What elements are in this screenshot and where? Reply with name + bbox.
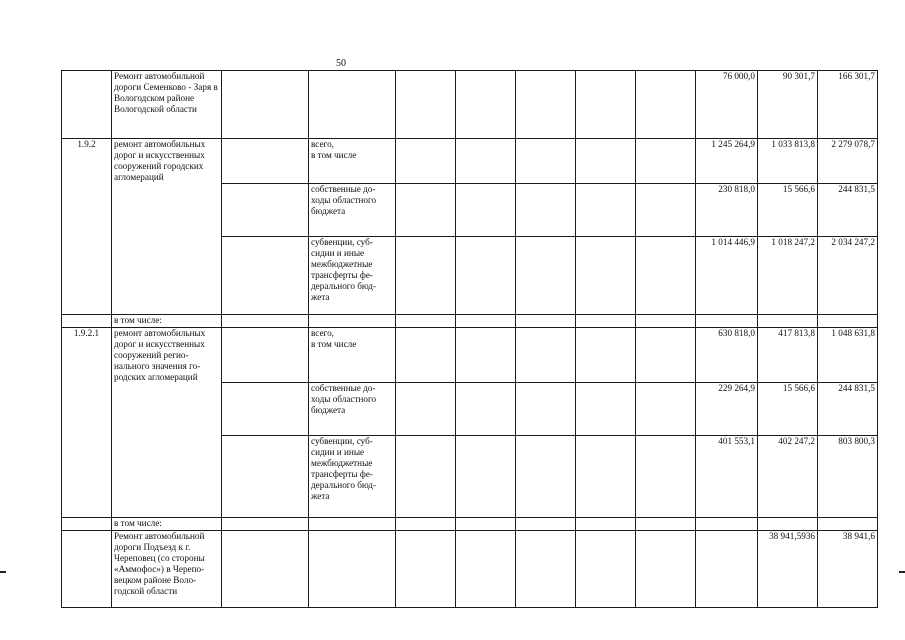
value-total-cell: 2 034 247,2 [818,236,878,314]
table-row-1-9-2-1-sub [62,436,878,518]
table-row-road-cherepovets [62,531,878,608]
value-cell: 1 018 247,2 [758,236,818,314]
value-total-cell: 1 048 631,8 [818,327,878,383]
value-total-cell: 166 301,7 [818,71,878,139]
table-row-1-9-2-1-own [62,383,878,436]
value-total-cell: 2 279 078,7 [818,139,878,184]
value-cell: 229 264,9 [696,383,758,436]
table-row-1-9-2-total [62,139,878,184]
empty-cell [222,139,309,184]
source-cell [309,531,396,608]
table-row-1-9-2-own [62,183,878,236]
table-row-including [62,314,878,327]
left-edge-mark [0,571,6,573]
budget-table [61,70,878,608]
source-label-cell: собственные до- ходы областного бюджета [309,383,396,436]
value-cell: 15 566,6 [758,383,818,436]
index-cell: 1.9.2 [62,139,112,184]
value-cell: 90 301,7 [758,71,818,139]
value-cell: 1 245 264,9 [696,139,758,184]
source-label-cell: всего, в том числе [309,327,396,383]
source-label-cell: субвенции, суб- сидии и иные межбюджетные трансферты фе- дерального бюд- жета [309,236,396,314]
source-label-cell: субвенции, суб- сидии и иные межбюджетные трансферты фе- дерального бюд- жета [309,436,396,518]
source-label-cell: собственные до- ходы областного бюджета [309,183,396,236]
table-row-1-9-2-1-total [62,327,878,383]
item-name-cell: ремонт автомобильных дорог и искусственных сооружений регио-нального значения го-родских агломераций [112,327,222,383]
value-cell: 630 818,0 [696,327,758,383]
empty-cell [222,531,309,608]
index-cell: 1.9.2.1 [62,327,112,383]
value-cell: 1 014 446,9 [696,236,758,314]
item-name-cell: Ремонт автомобильной дороги Семенково - Заря в Вологодском районе Вологодской области [112,71,222,139]
empty-cell [222,327,309,383]
table-row-1-9-2-sub [62,236,878,314]
index-cell [62,531,112,608]
table-row-including [62,518,878,531]
value-cell: 230 818,0 [696,183,758,236]
value-cell: 402 247,2 [758,436,818,518]
item-name-cell: Ремонт автомобильной дороги Подъезд к г. Череповец (со стороны «Аммофос») в Черепо-вецком районе Воло-годской области [112,531,222,608]
table-row-road-semenkovo [62,71,878,139]
value-total-cell: 244 831,5 [818,183,878,236]
value-total-cell: 244 831,5 [818,383,878,436]
empty-cell [222,71,309,139]
including-label: в том числе: [112,314,222,327]
value-total-cell: 38 941,6 [818,531,878,608]
value-cell: 38 941,5936 [758,531,818,608]
source-cell [309,71,396,139]
value-cell: 401 553,1 [696,436,758,518]
including-label: в том числе: [112,518,222,531]
value-cell: 15 566,6 [758,183,818,236]
source-label-cell: всего, в том числе [309,139,396,184]
value-total-cell: 803 800,3 [818,436,878,518]
value-cell: 76 000,0 [696,71,758,139]
value-cell: 1 033 813,8 [758,139,818,184]
page-number: 50 [336,58,346,69]
index-cell [62,71,112,139]
right-edge-mark [899,571,905,573]
value-cell [696,531,758,608]
item-name-cell: ремонт автомобильных дорог и искусственных сооружений городских агломераций [112,139,222,184]
value-cell: 417 813,8 [758,327,818,383]
